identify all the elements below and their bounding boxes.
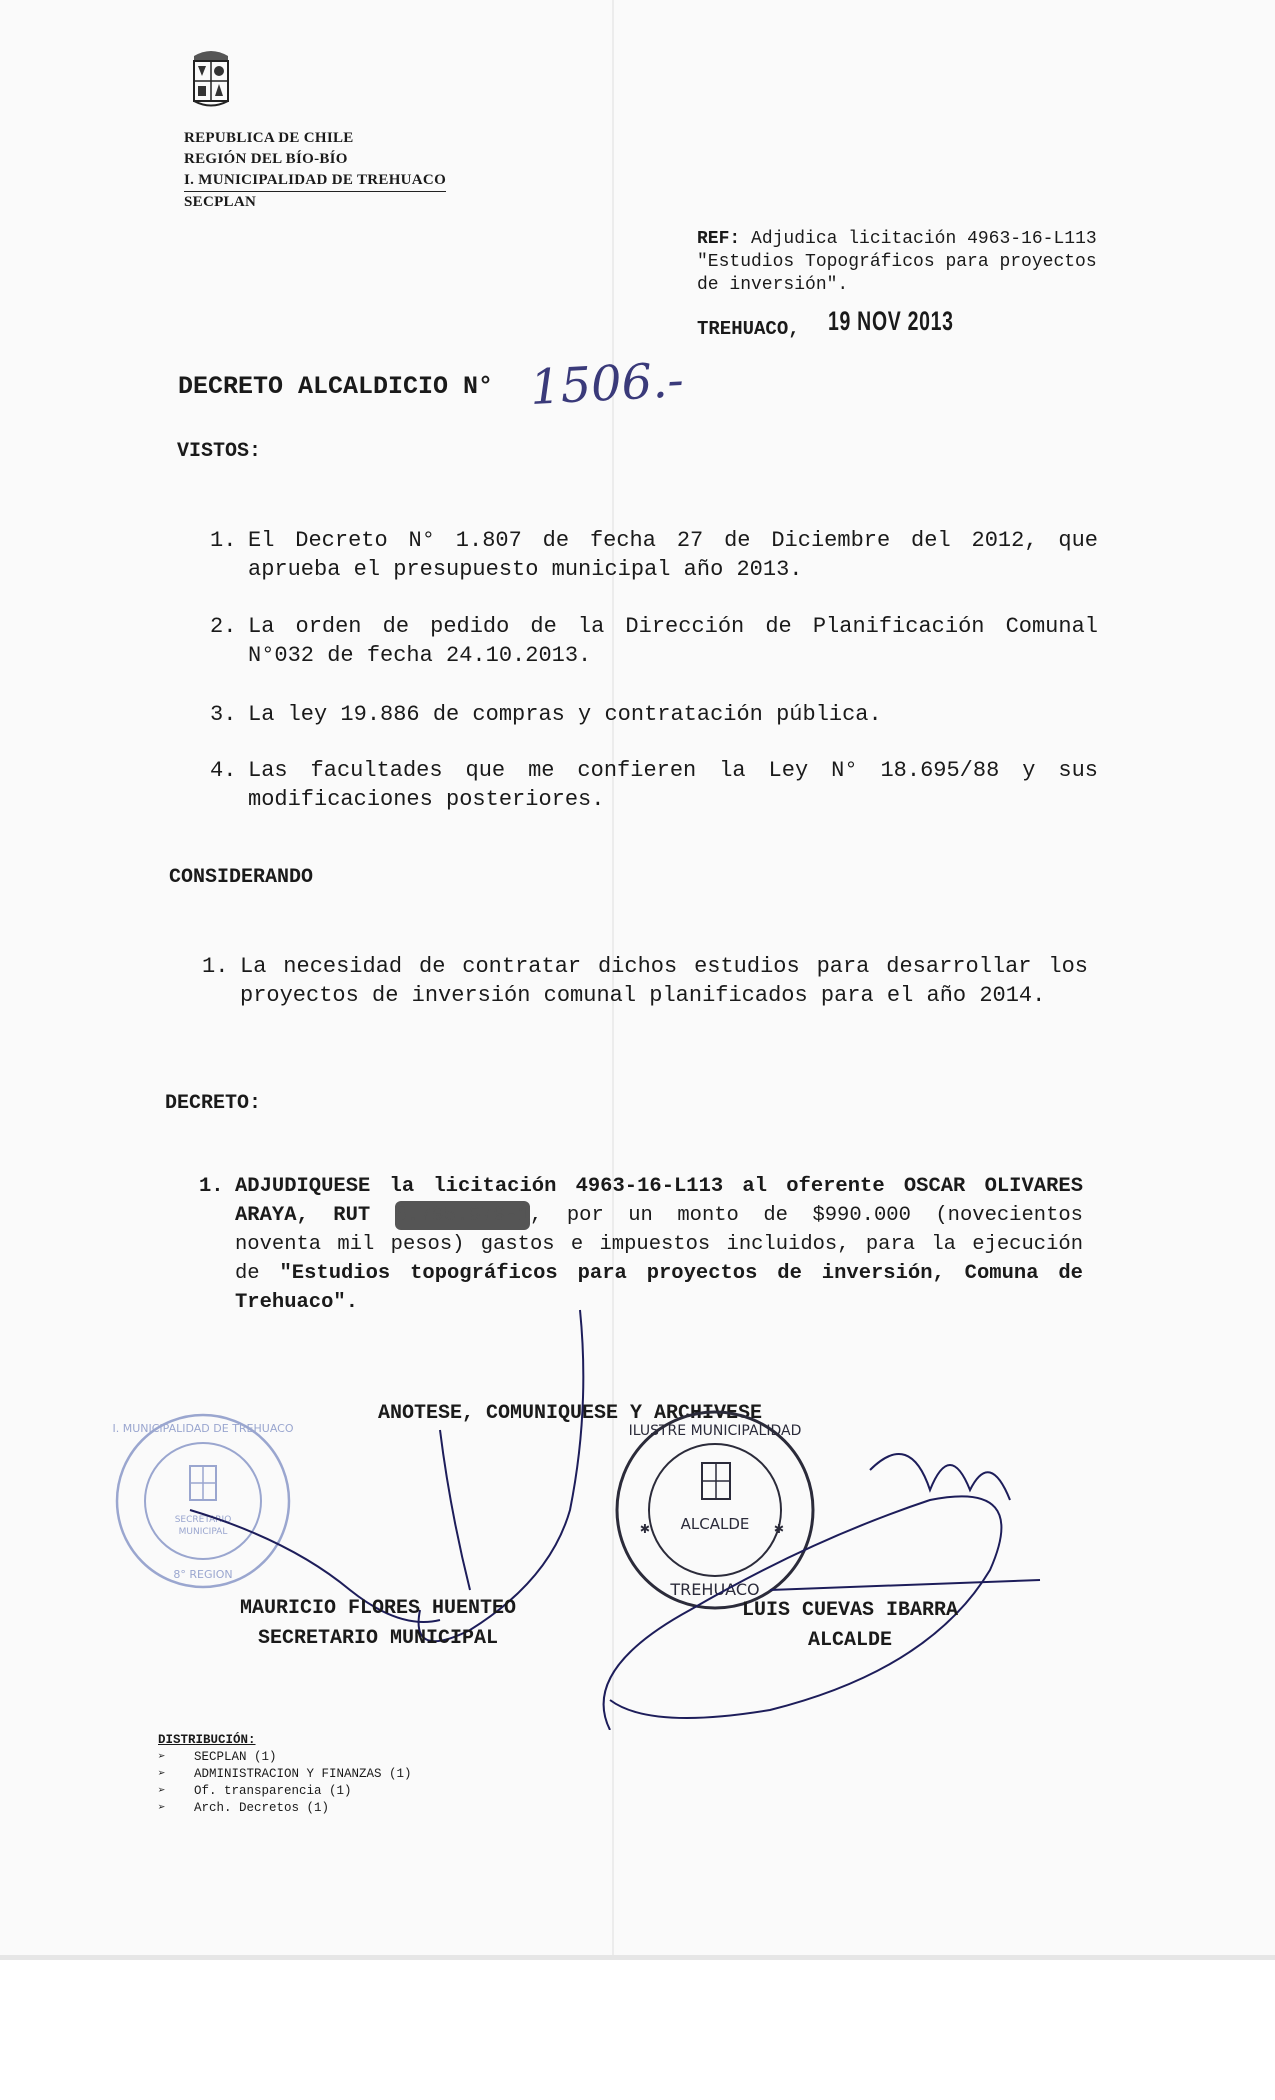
municipal-crest-icon — [186, 46, 236, 110]
svg-text:MUNICIPAL: MUNICIPAL — [178, 1527, 228, 1537]
distribution-item-label: ADMINISTRACION Y FINANZAS (1) — [194, 1767, 412, 1781]
svg-text:✱: ✱ — [640, 1520, 650, 1538]
considerando-item-number: 1. — [202, 954, 229, 979]
vistos-item-text: El Decreto N° 1.807 de fecha 27 de Diciembre del 2012, que aprueba el presupuesto municipal año 2013. — [248, 528, 1098, 582]
considerando-title: CONSIDERANDO — [169, 866, 314, 889]
arrow-bullet-icon: ➢ — [158, 1784, 166, 1798]
arrow-bullet-icon: ➢ — [158, 1767, 166, 1781]
vistos-item — [210, 700, 1098, 729]
vistos-item-text: La ley 19.886 de compras y contratación pública. — [248, 702, 882, 727]
vistos-item — [210, 756, 1098, 814]
decreto-item-number: 1. — [199, 1175, 224, 1198]
header-line-country: REPUBLICA DE CHILE — [184, 130, 354, 146]
header-line-department: SECPLAN — [184, 194, 257, 210]
rut-redacted: 6.795.979-1 — [395, 1201, 530, 1230]
page-bottom-edge — [0, 1955, 1275, 1960]
vistos-item — [210, 526, 1098, 584]
svg-text:ALCALDE: ALCALDE — [680, 1515, 750, 1533]
considerando-item-text: La necesidad de contratar dichos estudios para desarrollar los proyectos de inversión comunal planificados para el año 2014. — [240, 954, 1088, 1008]
svg-text:I. MUNICIPALIDAD DE TREHUACO: I. MUNICIPALIDAD DE TREHUACO — [112, 1422, 294, 1435]
reference-block — [697, 228, 1107, 297]
svg-text:✱: ✱ — [774, 1520, 784, 1538]
vistos-item-number: 3. — [210, 702, 237, 727]
distribution-item-label: SECPLAN (1) — [194, 1750, 277, 1764]
header-line-region: REGIÓN DEL BÍO-BÍO — [184, 151, 348, 167]
secretary-name: MAURICIO FLORES HUENTEO — [239, 1597, 517, 1620]
distribution-item — [158, 1800, 412, 1817]
mayor-role: ALCALDE — [807, 1629, 892, 1652]
handwritten-signatures — [170, 1290, 1070, 1730]
distribution-title: DISTRIBUCIÓN: — [158, 1733, 256, 1747]
vistos-item-text: La orden de pedido de la Dirección de Planificación Comunal N°032 de fecha 24.10.2013. — [248, 614, 1098, 668]
vistos-item-number: 1. — [210, 528, 237, 553]
vistos-item-number: 4. — [210, 758, 237, 783]
distribution-item — [158, 1766, 412, 1783]
decreto-award-text: ADJUDIQUESE la licitación 4963-16-L113 al oferente OSCAR OLIVARES ARAYA, RUT — [235, 1175, 1083, 1227]
arrow-bullet-icon: ➢ — [158, 1801, 166, 1815]
decree-number-handwritten: 1506.- — [528, 352, 686, 416]
vistos-item-number: 2. — [210, 614, 237, 639]
svg-text:ILUSTRE MUNICIPALIDAD: ILUSTRE MUNICIPALIDAD — [628, 1423, 802, 1439]
vistos-item-text: Las facultades que me confieren la Ley N° 18.695/88 y sus modificaciones posteriores. — [248, 758, 1098, 812]
distribution-list — [158, 1732, 412, 1817]
decreto-amount-text: , por un monto de $990.000 (novecientos noventa mil pesos) gastos e impuestos incluidos, para la ejecución de — [235, 1204, 1083, 1285]
svg-text:SECRETARIO: SECRETARIO — [174, 1515, 232, 1525]
vistos-title: VISTOS: — [177, 440, 262, 463]
decree-title: DECRETO ALCALDICIO N° — [178, 372, 494, 401]
distribution-item-label: Arch. Decretos (1) — [194, 1801, 330, 1815]
distribution-item — [158, 1749, 412, 1766]
decreto-title: DECRETO: — [165, 1092, 262, 1115]
svg-text:TREHUACO: TREHUACO — [670, 1580, 760, 1599]
distribution-item-label: Of. transparencia (1) — [194, 1784, 352, 1798]
distribution-item — [158, 1783, 412, 1800]
secretary-signature-block — [168, 1594, 588, 1654]
place-label: TREHUACO, — [697, 318, 800, 340]
vistos-item — [210, 612, 1098, 670]
decreto-project-name: "Estudios topográficos para proyectos de inversión, Comuna de Trehuaco". — [235, 1262, 1083, 1314]
institution-header — [184, 128, 446, 213]
considerando-item — [202, 952, 1088, 1010]
date-stamp: 19 NOV 2013 — [828, 306, 954, 336]
arrow-bullet-icon: ➢ — [158, 1750, 166, 1764]
reference-text: Adjudica licitación 4963-16-L113 "Estudios Topográficos para proyectos de inversión". — [697, 229, 1097, 295]
svg-text:8° REGION: 8° REGION — [173, 1568, 233, 1581]
header-line-municipality: I. MUNICIPALIDAD DE TREHUACO — [184, 170, 446, 192]
closing-formula: ANOTESE, COMUNIQUESE Y ARCHIVESE — [378, 1402, 763, 1425]
reference-label: REF: — [697, 229, 741, 249]
mayor-signature-block — [690, 1596, 1010, 1656]
mayor-name: LUIS CUEVAS IBARRA — [741, 1599, 959, 1622]
secretary-role: SECRETARIO MUNICIPAL — [257, 1627, 499, 1650]
